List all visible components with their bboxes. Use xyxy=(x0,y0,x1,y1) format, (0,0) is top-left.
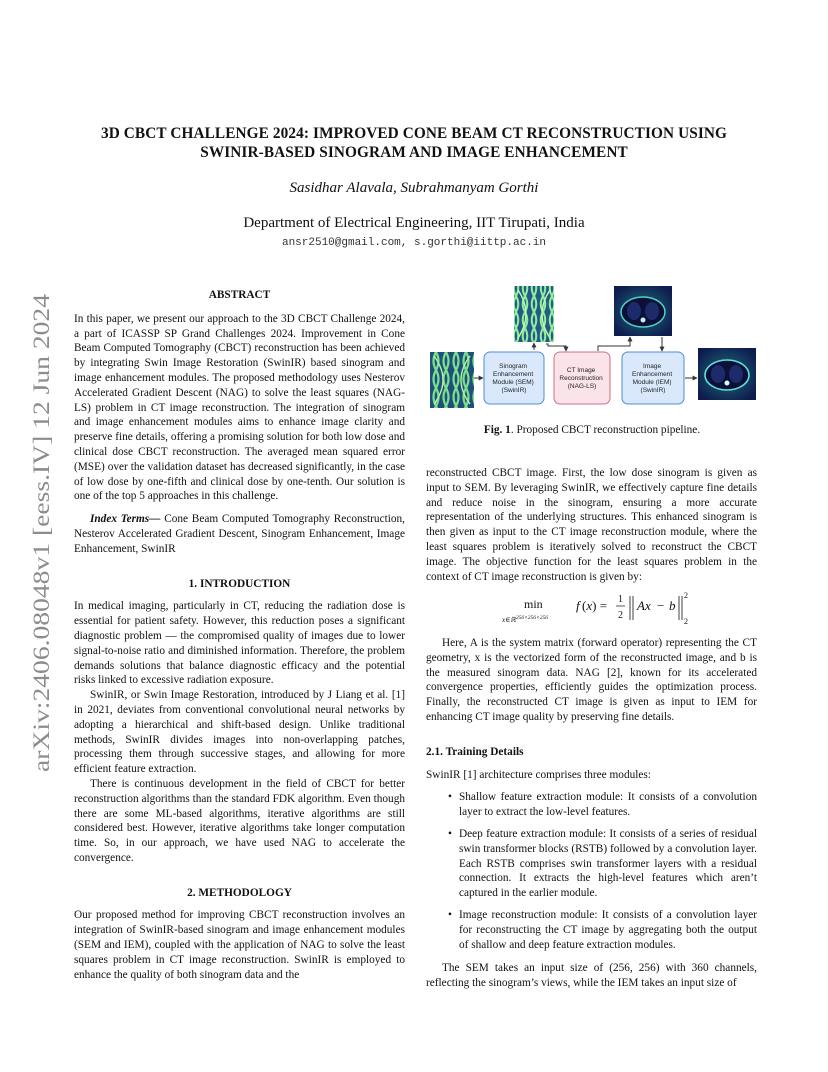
svg-text:x∈ℝ256×256×256: x∈ℝ$^{256\times 256\times 256}$ xyxy=(502,615,549,624)
svg-text:f: f xyxy=(576,598,580,613)
right-paragraph-2: Here, A is the system matrix (forward operator) representing the CT geometry, x is the vectorized form of the reconstructed image, and b is the measured sinogram data. NAG [2], known for its accelerated convergence properties, efficiently guides the optimization process. Finally, the reconstructed CT image is given as input to IEM for enhancing CT image quality by preserving fine details. xyxy=(426,637,757,723)
input-sinogram-image xyxy=(430,352,474,408)
title-line-1: 3D CBCT CHALLENGE 2024: IMPROVED CONE BEAM CT RECONSTRUCTION USING xyxy=(100,125,728,142)
svg-text:(x) =: (x) = xyxy=(582,598,608,613)
right-paragraph-1: reconstructed CBCT image. First, the low dose sinogram is given as input to SEM. By leveraging SwinIR, we effectively capture fine details and reduce noise in the sinogram, ensuring a more accurate representation of the underlying structures. This enhanced sinogram is then given as input to the CT image reconstruction module, where the least squares problem is iteratively solved to reconstruct the CBCT image. The objective function for the least squares problem in the context of CT image reconstruction is given by: xyxy=(426,467,757,583)
iem-label-4: (SwinIR) xyxy=(640,387,666,394)
bullet-item-3 xyxy=(426,908,757,952)
authors: Sasidhar Alavala, Subrahmanyam Gorthi xyxy=(289,180,539,196)
ct-label-2: Reconstruction xyxy=(559,375,603,382)
iem-module-box xyxy=(622,352,684,404)
paper-title xyxy=(60,124,768,162)
bullet-text-1: Shallow feature extraction module: It consists of a convolution layer to extract the low-level features. xyxy=(459,791,757,819)
least-squares-equation xyxy=(426,588,758,632)
iem-label-1: Image xyxy=(643,363,662,370)
right-column-top xyxy=(426,466,757,584)
intro-paragraph-3: There is continuous development in the field of CBCT for better reconstruction algorithms than the standard FDK algorithm. Even though there are some ML-based algorithms, iterative algorithms are still considered best. However, iterative algorithms take longer computation time. So, in our approach, we have used NAG to accelerate the convergence. xyxy=(74,777,405,864)
ct-reconstruction-box xyxy=(554,352,610,404)
bullet-dot-icon: • xyxy=(448,791,452,804)
bullet-text-3: Image reconstruction module: It consists of a convolution layer for reconstructing the CT image by aggregating both the output of shallow and deep feature extraction modules. xyxy=(459,908,757,951)
index-terms-label: Index Terms— xyxy=(90,513,161,526)
bullet-item-2 xyxy=(426,827,757,901)
left-column xyxy=(74,288,405,982)
enhanced-sinogram-image xyxy=(514,286,554,342)
affiliation: Department of Electrical Engineering, IIT Tirupati, India xyxy=(243,215,585,231)
sem-label-3: Module (SEM) xyxy=(492,379,534,386)
method-heading: 2. METHODOLOGY xyxy=(187,886,292,899)
pipeline-figure xyxy=(426,280,758,420)
training-details-heading: 2.1. Training Details xyxy=(426,745,524,758)
svg-text:Ax: Ax xyxy=(637,598,651,613)
sem-label-4: (SwinIR) xyxy=(501,387,527,394)
arxiv-stamp xyxy=(18,292,60,772)
intro-paragraph-2: SwinIR, or Swin Image Restoration, introduced by J Liang et al. [1] in 2021, deviates from conventional convolutional neural networks by adopting a hierarchical and shift-based design. Unlike traditional methods, SwinIR divides images into non-overlapping patches, processing them through successive stages, and allowing for more efficient feature extraction. xyxy=(74,689,405,776)
enhanced-ct-image xyxy=(698,348,756,400)
right-paragraph-3: The SEM takes an input size of (256, 256) with 360 channels, reflecting the sinogram’s views, while the IEM takes an input size of xyxy=(426,962,757,990)
figure-caption xyxy=(426,424,758,436)
figure-caption-text: . Proposed CBCT reconstruction pipeline. xyxy=(510,424,701,436)
bullet-text-2: Deep feature extraction module: It consists of a series of residual swin transformer blocks (RSTB) followed by a convolution layer. Each RSTB comprises swin transformer layers with a residual connection. It extracts the high-level features which aren’t captured in the earlier module. xyxy=(459,827,757,900)
svg-text:2: 2 xyxy=(618,610,623,621)
svg-text:−: − xyxy=(657,598,665,613)
abstract-heading: ABSTRACT xyxy=(208,289,271,301)
method-paragraph-1: Our proposed method for improving CBCT reconstruction involves an integration of SwinIR-based sinogram and image enhancement modules (SEM and IEM), coupled with the application of NAG to solve the least squares problem in CT image reconstruction. SwinIR is employed to enhance the quality of both sinogram data and the xyxy=(74,909,405,981)
sem-label-2: Enhancement xyxy=(493,371,534,378)
svg-text:2: 2 xyxy=(684,617,688,626)
bullet-item-1 xyxy=(426,790,757,820)
intro-paragraph-1: In medical imaging, particularly in CT, reducing the radiation dose is essential for patient safety. However, this reduction poses a significant diagnostic problem — the compromised quality of images due to lower signal-to-noise ratio and diminished information. Therefore, the problem demands solutions that balance diagnostic efficacy and the potential risks linked to excessive radiation exposure. xyxy=(74,600,405,687)
arxiv-stamp-text: arXiv:2406.08048v1 [eess.IV] 12 Jun 2024 xyxy=(29,364,55,772)
reconstructed-ct-image xyxy=(614,286,672,336)
abstract-body: In this paper, we present our approach to the 3D CBCT Challenge 2024, a part of ICASSP SP Grand Challenges 2024. Improvement in Cone Beam Computed Tomography (CBCT) reconstruction has been achieved by integrating Swin Image Restoration (SwinIR) based sinogram and image enhancement modules. The proposed methodology uses Nesterov Accelerated Gradient Descent (NAG) to solve the least squares (NAG-LS) problem in CT image reconstruction. The integration of sinogram and image enhancement modules aims to enhance image clarity and preserve fine details, offering a promising solution for both low dose and clinical dose CBCT reconstruction. The averaged mean squared error (MSE) over the validation dataset has decreased significantly, in the case of low dose by one-fifth and clinical dose by one-tenth. Our solution is one of the top 5 approaches in this challenge. xyxy=(74,312,405,503)
sem-module-box xyxy=(484,352,544,404)
iem-label-3: Module (IEM) xyxy=(632,379,672,386)
iem-label-2: Enhancement xyxy=(632,371,673,378)
bullet-dot-icon: • xyxy=(448,827,452,840)
figure-caption-label: Fig. 1 xyxy=(483,424,511,436)
sem-label-1: Sinogram xyxy=(499,363,528,370)
training-details-intro: SwinIR [1] architecture comprises three modules: xyxy=(426,768,651,781)
index-terms-text: Cone Beam Computed Tomography Reconstruction, Nesterov Accelerated Gradient Descent, Sinogram Enhancement, Image Enhancement, SwinIR xyxy=(74,513,405,555)
ct-label-1: CT Image xyxy=(566,367,596,374)
bullet-dot-icon: • xyxy=(448,908,452,921)
svg-text:b: b xyxy=(669,598,676,613)
svg-text:2: 2 xyxy=(684,591,688,600)
title-line-2: SWINIR-BASED SINOGRAM AND IMAGE ENHANCEMENT xyxy=(200,144,628,161)
svg-text:1: 1 xyxy=(618,594,623,605)
intro-heading: 1. INTRODUCTION xyxy=(188,577,291,590)
right-column-bottom xyxy=(426,636,757,991)
svg-text:min: min xyxy=(524,597,543,611)
emails: ansr2510@gmail.com, s.gorthi@iittp.ac.in xyxy=(281,237,547,249)
index-terms xyxy=(74,512,405,556)
ct-label-3: (NAG-LS) xyxy=(567,383,597,390)
